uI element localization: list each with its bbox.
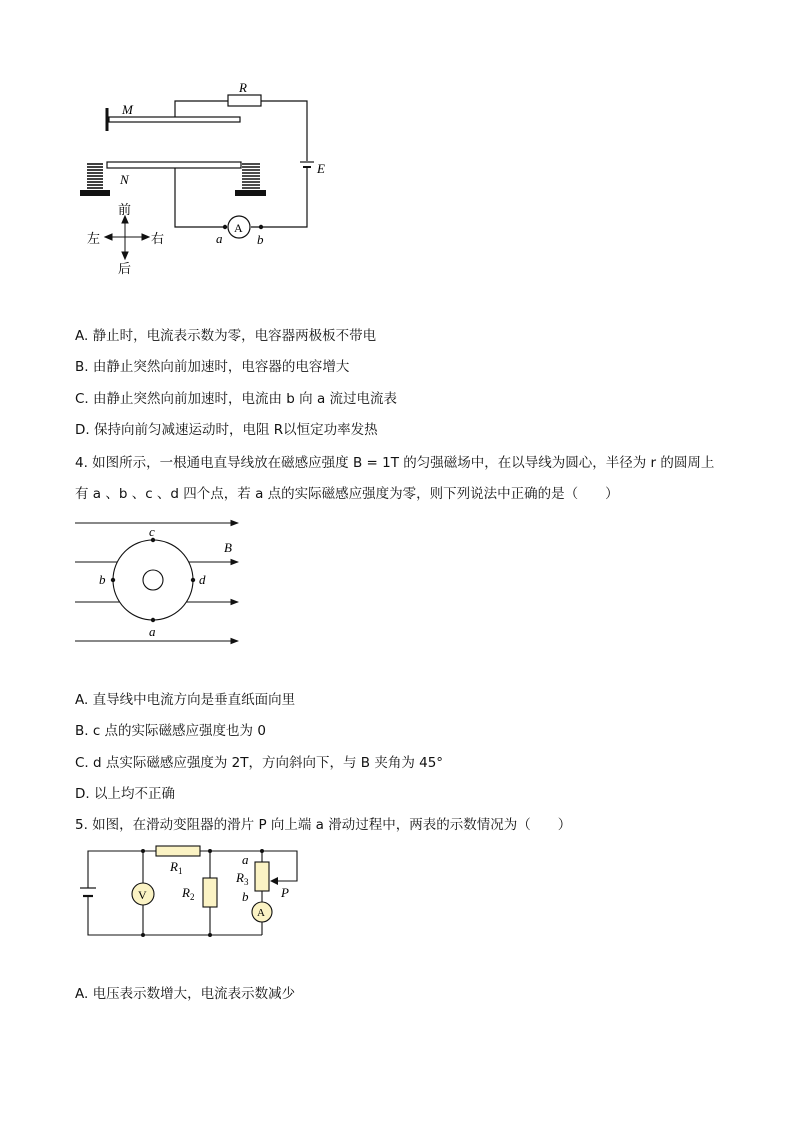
dir-right: 右: [151, 232, 165, 247]
q3-option-c: C. 由静止突然向前加速时，电流由 b 向 a 流过电流表: [75, 391, 398, 407]
wire-left-bottom: [175, 168, 227, 227]
junction: [260, 849, 264, 853]
figure-magnetic-field: [72, 512, 252, 652]
figure-rheostat-circuit: [78, 840, 318, 945]
point-d: [191, 578, 195, 582]
direction-compass: [105, 216, 149, 259]
wire-top-right: [261, 101, 307, 161]
q4-option-b: B. c 点的实际磁感应强度也为 0: [75, 723, 266, 739]
q4-stem-line2: 有 a 、b 、c 、d 四个点，若 a 点的实际磁感应强度为零，则下列说法中正确的是（ ）: [75, 486, 619, 502]
label-r3: $R_3$: [236, 870, 249, 887]
label-b: b: [99, 572, 106, 587]
q4-option-d: D. 以上均不正确: [75, 786, 175, 802]
q5-stem: 5. 如图，在滑动变阻器的滑片 P 向上端 a 滑动过程中，两表的示数情况为（ ）: [75, 817, 572, 833]
label-r2: $R_2$: [182, 885, 195, 902]
point-b: [111, 578, 115, 582]
base-left: [80, 190, 110, 196]
base-right: [235, 190, 266, 196]
dir-left: 左: [87, 232, 101, 247]
label-n: N: [120, 172, 129, 187]
junction: [208, 933, 212, 937]
spring-left: [87, 164, 103, 188]
label-e: E: [317, 161, 325, 176]
junction: [208, 849, 212, 853]
junction: [141, 849, 145, 853]
ammeter-label: A: [234, 221, 243, 235]
label-a: a: [216, 231, 223, 246]
label-m: M: [122, 102, 133, 117]
wire-cross-section: [143, 570, 163, 590]
label-a: a: [149, 624, 156, 639]
resistor-r2: [203, 878, 217, 907]
terminal-a: [223, 225, 227, 229]
slider-p-arrow: [270, 877, 278, 885]
voltmeter-label: V: [138, 888, 147, 902]
label-b: b: [257, 232, 264, 247]
q3-option-a: A. 静止时，电流表示数为零，电容器两极板不带电: [75, 328, 377, 344]
label-p: P: [281, 885, 289, 900]
label-r: R: [239, 80, 247, 95]
label-a: a: [242, 852, 249, 867]
plate-m: [109, 117, 240, 122]
label-d: d: [199, 572, 206, 587]
label-r1: $R_1$: [170, 859, 183, 876]
q4-option-a: A. 直导线中电流方向是垂直纸面向里: [75, 692, 296, 708]
point-a: [151, 618, 155, 622]
junction: [141, 933, 145, 937]
wire-top-left: [175, 101, 228, 117]
q3-option-b: B. 由静止突然向前加速时，电容器的电容增大: [75, 359, 350, 375]
ammeter-label: A: [257, 907, 265, 919]
q4-stem-line1: 4. 如图所示，一根通电直导线放在磁感应强度 B = 1T 的匀强磁场中，在以导线为圆心，半径为 r 的圆周上: [75, 455, 715, 471]
wire-bottom: [88, 897, 262, 935]
plate-n: [107, 162, 241, 168]
rheostat-r3: [255, 862, 269, 891]
label-b: b: [242, 889, 249, 904]
dir-back: 后: [118, 262, 132, 277]
dir-front: 前: [118, 203, 132, 218]
resistor-r1: [156, 846, 200, 856]
spring-right: [242, 164, 260, 188]
q3-option-d: D. 保持向前匀减速运动时，电阻 R以恒定功率发热: [75, 422, 378, 438]
q4-option-c: C. d 点实际磁感应强度为 2T，方向斜向下，与 B 夹角为 45°: [75, 755, 444, 771]
resistor-r: [228, 95, 261, 106]
terminal-b: [259, 225, 263, 229]
figure-capacitor-circuit: [80, 75, 340, 285]
label-field-b: B: [224, 540, 232, 555]
q5-option-a: A. 电压表示数增大，电流表示数减少: [75, 986, 296, 1002]
label-c: c: [149, 524, 155, 539]
wire-top-left: [88, 851, 156, 888]
